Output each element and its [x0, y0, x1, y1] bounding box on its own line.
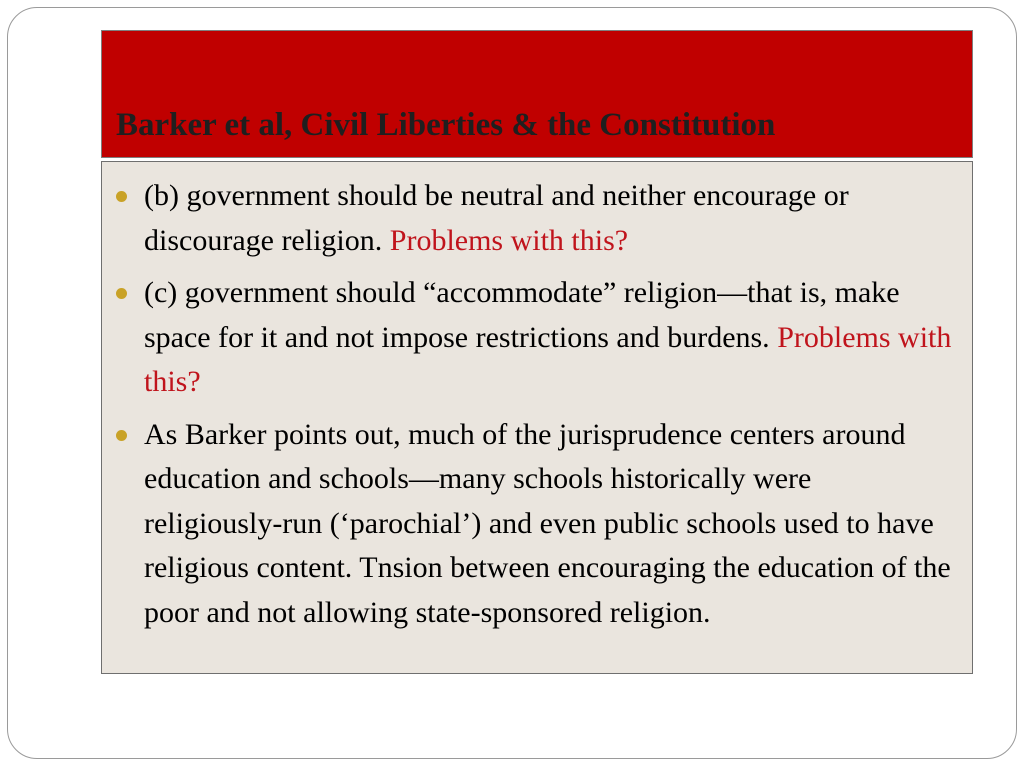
bullet-item [144, 174, 952, 263]
bullet-emphasis: Problems with this? [144, 320, 952, 398]
content-box [101, 161, 973, 674]
slide-title: Barker et al, Civil Liberties & the Constitution [116, 107, 776, 143]
bullet-item [144, 271, 952, 405]
bullet-list [102, 162, 972, 635]
bullet-marker-icon [116, 288, 127, 299]
bullet-text: (c) government should “accommodate” religion—that is, make space for it and not impose restrictions and burdens. [144, 276, 900, 354]
bullet-item [144, 413, 952, 636]
bullet-marker-icon [116, 430, 127, 441]
bullet-marker-icon [116, 191, 127, 202]
bullet-text: As Barker points out, much of the jurisprudence centers around education and schools—many schools historically were religiously-run (‘parochial’) and even public schools used to have religious content. Tnsion between encouraging the education of the poor and not allowing state-sponsored religion. [144, 417, 951, 629]
bullet-text: (b) government should be neutral and neither encourage or discourage religion. [144, 179, 849, 257]
title-bar [101, 30, 973, 158]
bullet-emphasis: Problems with this? [389, 223, 629, 257]
